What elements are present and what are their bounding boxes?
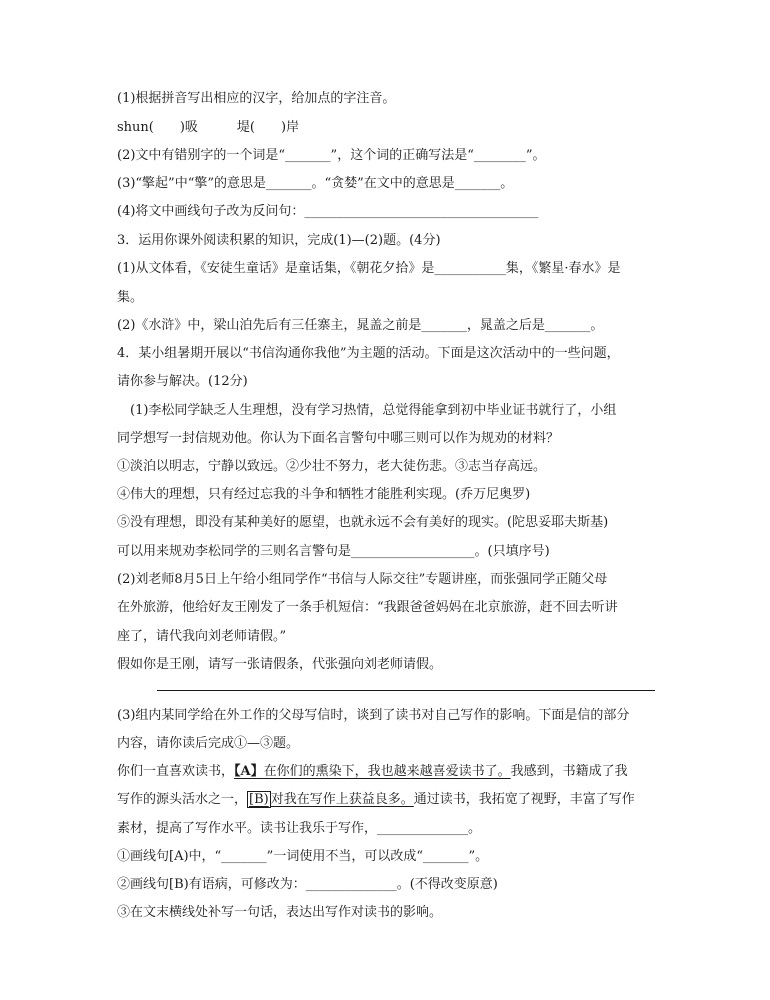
q4-sub2-cont1: 在外旅游，他给好友王刚发了一条手机短信：“我跟爸爸妈妈在北京旅游，赶不回去听讲 bbox=[117, 600, 618, 615]
marker-a: 【A】 bbox=[234, 764, 264, 779]
q2-sub3: (3)“擎起”中“擎”的意思是_______。“贪婪”在文中的意思是_______。 bbox=[117, 176, 514, 191]
underlined-sentence-a: 在你们的熏染下，我也越来越喜爱读书了。 bbox=[263, 764, 511, 779]
q4-heading-cont: 请你参与解决。(12分) bbox=[117, 374, 248, 389]
quote-4: ④伟大的理想，只有经过忘我的斗争和牺牲才能胜利实现。(乔万尼奥罗) bbox=[117, 487, 531, 502]
letter-text: 通过读书，我拓宽了视野，丰富了写作 bbox=[413, 792, 635, 807]
q4-sub2: (2)刘老师8月5日上午给小组同学作“书信与人际交往”专题讲座，而张强同学正随父母 bbox=[117, 572, 608, 587]
q4-heading: 4．某小组暑期开展以“书信沟通你我他”为主题的活动。下面是这次活动中的一些问题， bbox=[117, 346, 620, 361]
q4-sub3: (3)组内某同学给在外工作的父母写信时，谈到了读书对自己写作的影响。下面是信的部分 bbox=[117, 708, 630, 723]
q2-sub1-prompt: (1)根据拼音写出相应的汉字，给加点的字注音。 bbox=[117, 91, 396, 106]
q4-sub3-task1: ①画线句[A)中，“_______”一词使用不当，可以改成“_______”。 bbox=[117, 849, 489, 864]
q4-sub3-task3: ③在文末横线处补写一句话，表达出写作对读书的影响。 bbox=[117, 905, 443, 920]
q4-sub3-task2: ②画线句[B)有语病，可修改为：______________。(不得改变原意) bbox=[117, 877, 498, 892]
q4-sub1-answer: 可以用来规劝李松同学的三则名言警句是___________________。(只填序号) bbox=[117, 544, 550, 559]
quote-5: ⑤没有理想，即没有某种美好的愿望，也就永远不会有美好的现实。(陀思妥耶夫斯基) bbox=[117, 515, 609, 530]
answer-line bbox=[157, 690, 655, 691]
letter-line-3: 素材，提高了写作水平。读书让我乐于写作，______________。 bbox=[117, 821, 482, 836]
q3-sub1: (1)从文体看，《安徒生童话》是童话集，《朝花夕拾》是___________集，《繁星·春水》是 bbox=[117, 261, 621, 276]
letter-text: 我感到，书籍成了我 bbox=[510, 764, 628, 779]
underlined-sentence-b: 对我在写作上获益良多。 bbox=[270, 792, 414, 807]
q3-sub2: (2)《水浒》中，梁山泊先后有三任寨主，晁盖之前是_______，晁盖之后是_______。 bbox=[117, 318, 604, 333]
letter-text: 写作的源头活水之一， bbox=[117, 792, 248, 807]
quote-1-3: ①淡泊以明志，宁静以致远。②少壮不努力，老大徒伤悲。③志当存高远。 bbox=[117, 459, 547, 474]
q4-sub1: (1)李松同学缺乏人生理想，没有学习热情，总觉得能拿到初中毕业证书就行了，小组 bbox=[117, 403, 617, 418]
letter-line-1 bbox=[117, 763, 657, 781]
q4-sub2-cont2: 座了，请代我向刘老师请假。” bbox=[117, 629, 287, 644]
q2-sub4: (4)将文中画线句子改为反问句：____________________________________ bbox=[117, 204, 539, 219]
q2-sub1-pinyin: shun( )吸 堤( )岸 bbox=[117, 120, 300, 135]
q4-sub3-cont: 内容，请你读后完成①—③题。 bbox=[117, 736, 300, 751]
q4-sub2-task: 假如你是王刚，请写一张请假条，代张强向刘老师请假。 bbox=[117, 657, 443, 672]
letter-line-2 bbox=[117, 791, 657, 809]
q3-sub1-cont: 集。 bbox=[117, 290, 144, 305]
q4-sub1-cont: 同学想写一封信规劝他。你认为下面名言警句中哪三则可以作为规劝的材料？ bbox=[117, 431, 560, 446]
q2-sub2: (2)文中有错别字的一个词是“_______”，这个词的正确写法是“________”。 bbox=[117, 148, 546, 163]
marker-b: [B) bbox=[249, 792, 269, 807]
letter-text: 你们一直喜欢读书， bbox=[117, 764, 235, 779]
q3-heading: 3．运用你课外阅读积累的知识，完成(1)—(2)题。(4分) bbox=[117, 233, 441, 248]
